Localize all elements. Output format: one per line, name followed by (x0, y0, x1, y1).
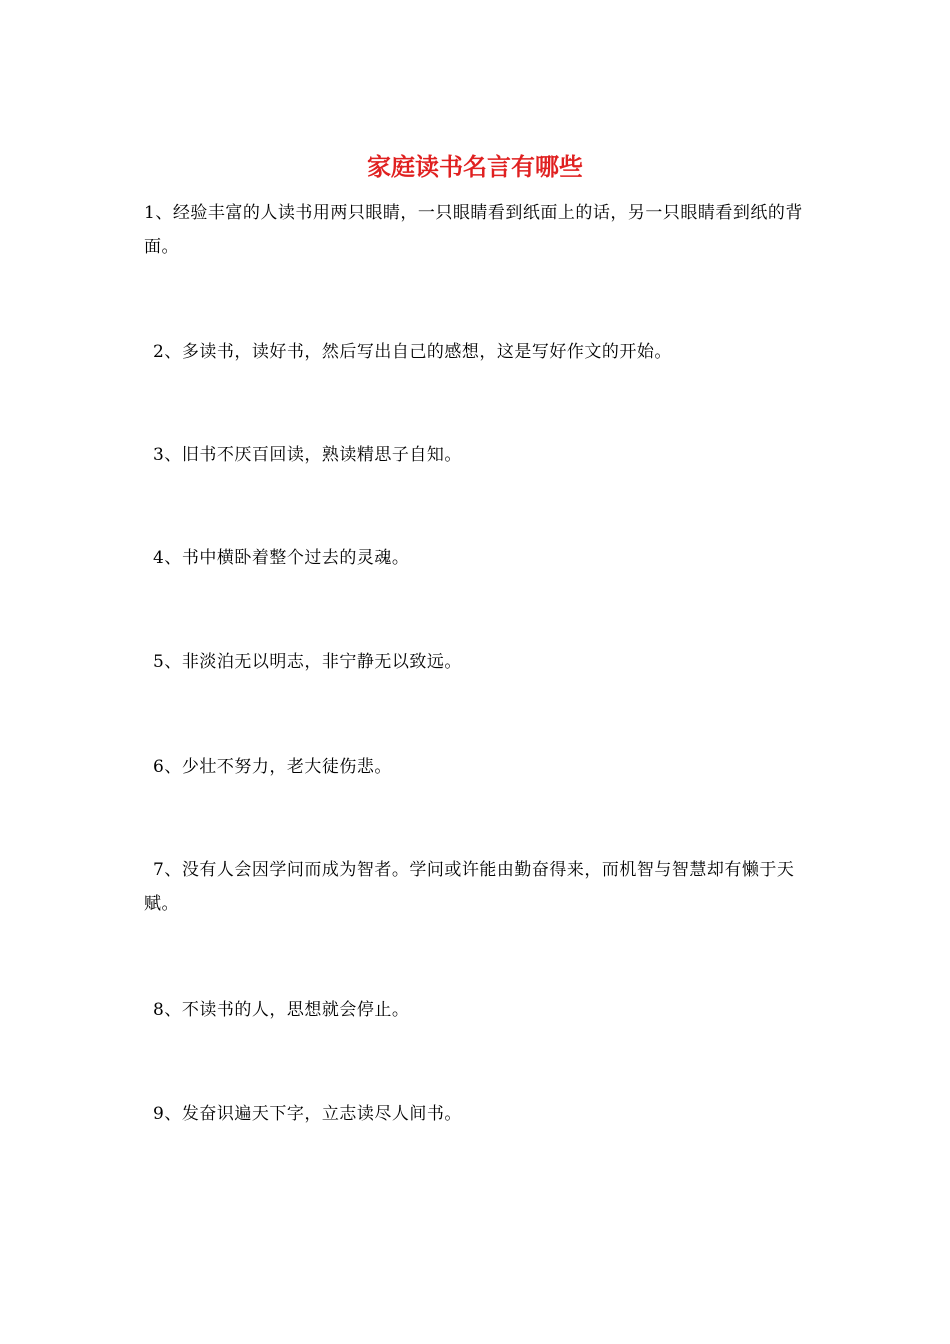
document-title: 家庭读书名言有哪些 (367, 153, 583, 181)
quote-9: 9、发奋识遍天下字，立志读尽人间书。 (153, 1104, 462, 1124)
quote-5: 5、非淡泊无以明志，非宁静无以致远。 (153, 652, 462, 672)
quote-2: 2、多读书，读好书，然后写出自己的感想，这是写好作文的开始。 (153, 342, 672, 362)
quote-4: 4、书中横卧着整个过去的灵魂。 (153, 548, 410, 568)
quote-3: 3、旧书不厌百回读，熟读精思子自知。 (153, 445, 462, 465)
quote-7: 7、没有人会因学问而成为智者。学问或许能由勤奋得来，而机智与智慧却有懒于天赋。 (144, 860, 795, 914)
quote-8: 8、不读书的人，思想就会停止。 (153, 1000, 410, 1020)
quote-1: 1、经验丰富的人读书用两只眼睛，一只眼睛看到纸面上的话，另一只眼睛看到纸的背面。 (144, 203, 803, 257)
quote-6: 6、少壮不努力，老大徒伤悲。 (153, 757, 392, 777)
